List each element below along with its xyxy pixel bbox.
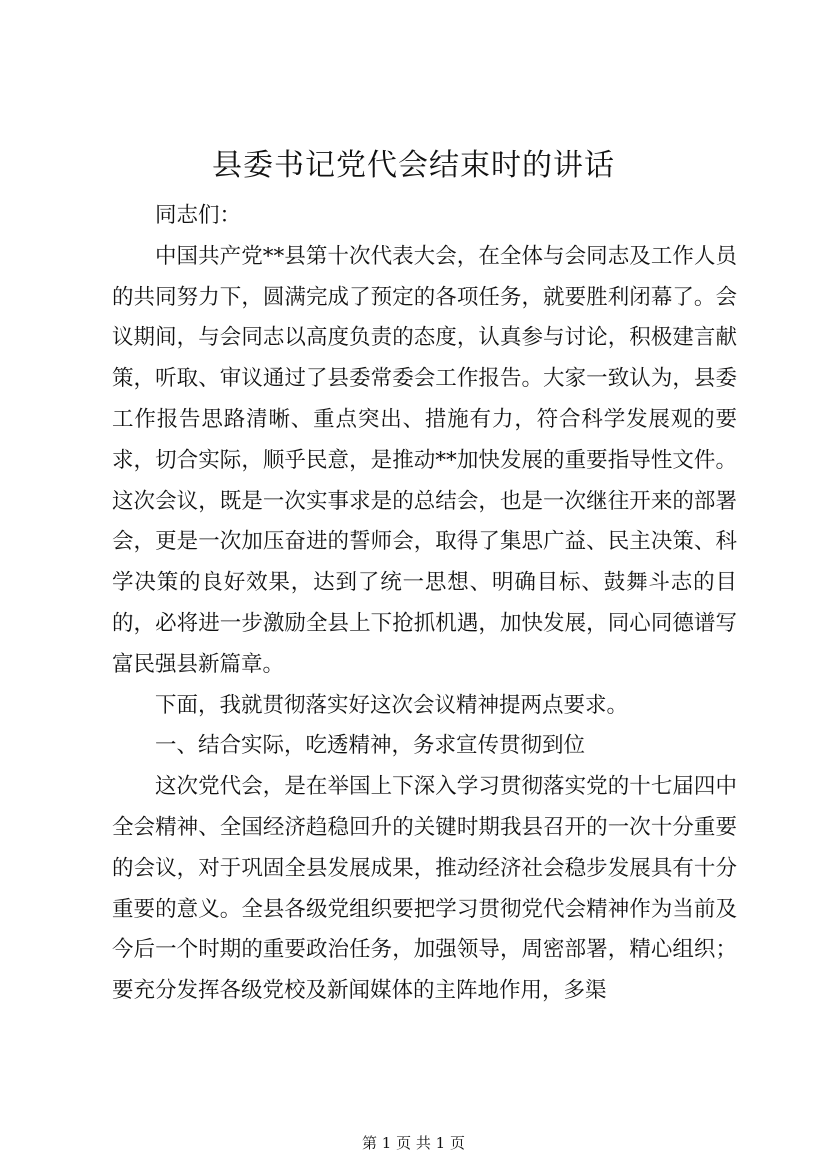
- opening-paragraph: 中国共产党**县第十次代表大会，在全体与会同志及工作人员的共同努力下，圆满完成了预定的各项任务，就要胜利闭幕了。会议期间，与会同志以高度负责的态度，认真参与讨论，积极建言献策，听取、审议通过了县委常委会工作报告。大家一致认为，县委工作报告思路清晰、重点突出、措施有力，符合科学发展观的要求，切合实际，顺乎民意，是推动**加快发展的重要指导性文件。这次会议，既是一次实事求是的总结会，也是一次继往开来的部署会，更是一次加压奋进的誓师会，取得了集思广益、民主决策、科学决策的良好效果，达到了统一思想、明确目标、鼓舞斗志的目的，必将进一步激励全县上下抢抓机遇，加快发展，同心同德谱写富民强县新篇章。: [112, 243, 737, 677]
- section-1-paragraph: 这次党代会，是在举国上下深入学习贯彻落实党的十七届四中全会精神、全国经济趋稳回升的关键时期我县召开的一次十分重要的会议，对于巩固全县发展成果，推动经济社会稳步发展具有十分重要的意义。全县各级党组织要把学习贯彻党代会精神作为当前及今后一个时期的重要政治任务，加强领导，周密部署，精心组织；要充分发挥各级党校及新闻媒体的主阵地作用，多渠: [112, 774, 737, 1004]
- transition-paragraph: 下面，我就贯彻落实好这次会议精神提两点要求。: [155, 692, 629, 718]
- section-heading-1: 一、结合实际，吃透精神，务求宣传贯彻到位: [155, 733, 586, 759]
- document-title: 县委书记党代会结束时的讲话: [212, 148, 615, 183]
- salutation-paragraph: 同志们：: [155, 203, 242, 228]
- page-footer: 第 1 页 共 1 页: [362, 1134, 465, 1152]
- document-body: [112, 196, 737, 1012]
